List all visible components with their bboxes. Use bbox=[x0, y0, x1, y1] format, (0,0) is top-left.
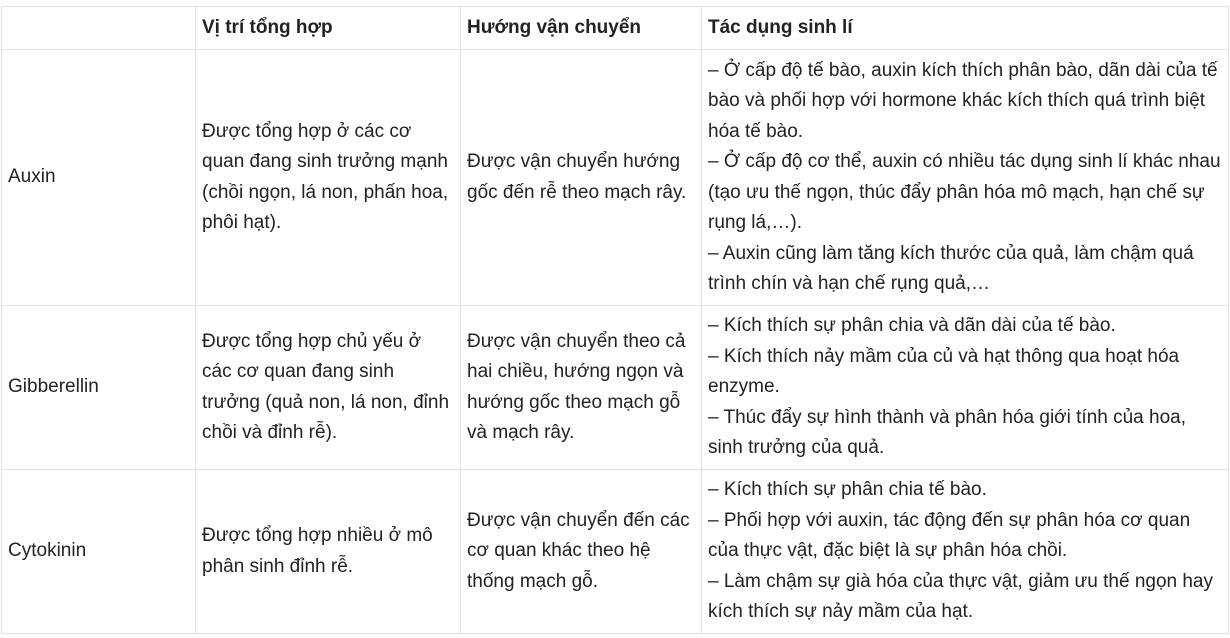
header-row bbox=[2, 7, 1229, 50]
table-row bbox=[2, 306, 1229, 470]
transport-cell: Được vận chuyển đến các cơ quan khác theo hệ thống mạch gỗ. bbox=[461, 470, 702, 634]
effects-cell bbox=[702, 470, 1229, 634]
effect-item: – Kích thích sự phân chia tế bào. bbox=[708, 479, 987, 501]
header-cell-transport: Hướng vận chuyển bbox=[461, 7, 702, 50]
transport-cell: Được vận chuyển theo cả hai chiều, hướng ngọn và hướng gốc theo mạch gỗ và mạch rây. bbox=[461, 306, 702, 470]
effects-cell bbox=[702, 50, 1229, 306]
effect-item: – Ở cấp độ tế bào, auxin kích thích phân bào, dãn dài của tế bào và phối hợp với hormone khác kích thích quá trình biệt hóa tế bào. bbox=[708, 59, 1218, 142]
hormone-table bbox=[1, 6, 1229, 634]
effect-item: – Phối hợp với auxin, tác động đến sự phân hóa cơ quan của thực vật, đặc biệt là sự phân hóa chồi. bbox=[708, 509, 1191, 562]
header-cell-empty bbox=[2, 7, 196, 50]
transport-cell: Được vận chuyển hướng gốc đến rễ theo mạch rây. bbox=[461, 50, 702, 306]
effect-item: – Auxin cũng làm tăng kích thước của quả, làm chậm quá trình chín và hạn chế rụng quả,… bbox=[708, 242, 1194, 294]
site-cell: Được tổng hợp nhiều ở mô phân sinh đỉnh rễ. bbox=[196, 470, 461, 634]
effect-item: – Làm chậm sự già hóa của thực vật, giảm ưu thế ngọn hay kích thích sự nảy mầm của hạt. bbox=[708, 570, 1213, 623]
effect-item: – Thúc đẩy sự hình thành và phân hóa giới tính của hoa, sinh trưởng của quả. bbox=[708, 406, 1186, 459]
effect-item: – Ở cấp độ cơ thể, auxin có nhiều tác dụng sinh lí khác nhau (tạo ưu thế ngọn, thúc đẩy phân hóa mô mạch, hạn chế sự rụng lá,…). bbox=[708, 151, 1221, 233]
effects-cell bbox=[702, 306, 1229, 470]
effect-item: – Kích thích nảy mầm của củ và hạt thông qua hoạt hóa enzyme. bbox=[708, 345, 1180, 398]
hormone-name-cell: Cytokinin bbox=[2, 470, 196, 634]
site-cell: Được tổng hợp chủ yếu ở các cơ quan đang sinh trưởng (quả non, lá non, đỉnh chồi và đỉnh rễ). bbox=[196, 306, 461, 470]
table-row bbox=[2, 50, 1229, 306]
header-cell-site: Vị trí tổng hợp bbox=[196, 7, 461, 50]
hormone-name-cell: Gibberellin bbox=[2, 306, 196, 470]
table-header bbox=[2, 7, 1229, 50]
header-cell-effects: Tác dụng sinh lí bbox=[702, 7, 1229, 50]
effect-item: – Kích thích sự phân chia và dãn dài của tế bào. bbox=[708, 315, 1116, 337]
table-body bbox=[2, 50, 1229, 634]
table-row bbox=[2, 470, 1229, 634]
hormone-name-cell: Auxin bbox=[2, 50, 196, 306]
site-cell: Được tổng hợp ở các cơ quan đang sinh trưởng mạnh (chồi ngọn, lá non, phấn hoa, phôi hạt). bbox=[196, 50, 461, 306]
